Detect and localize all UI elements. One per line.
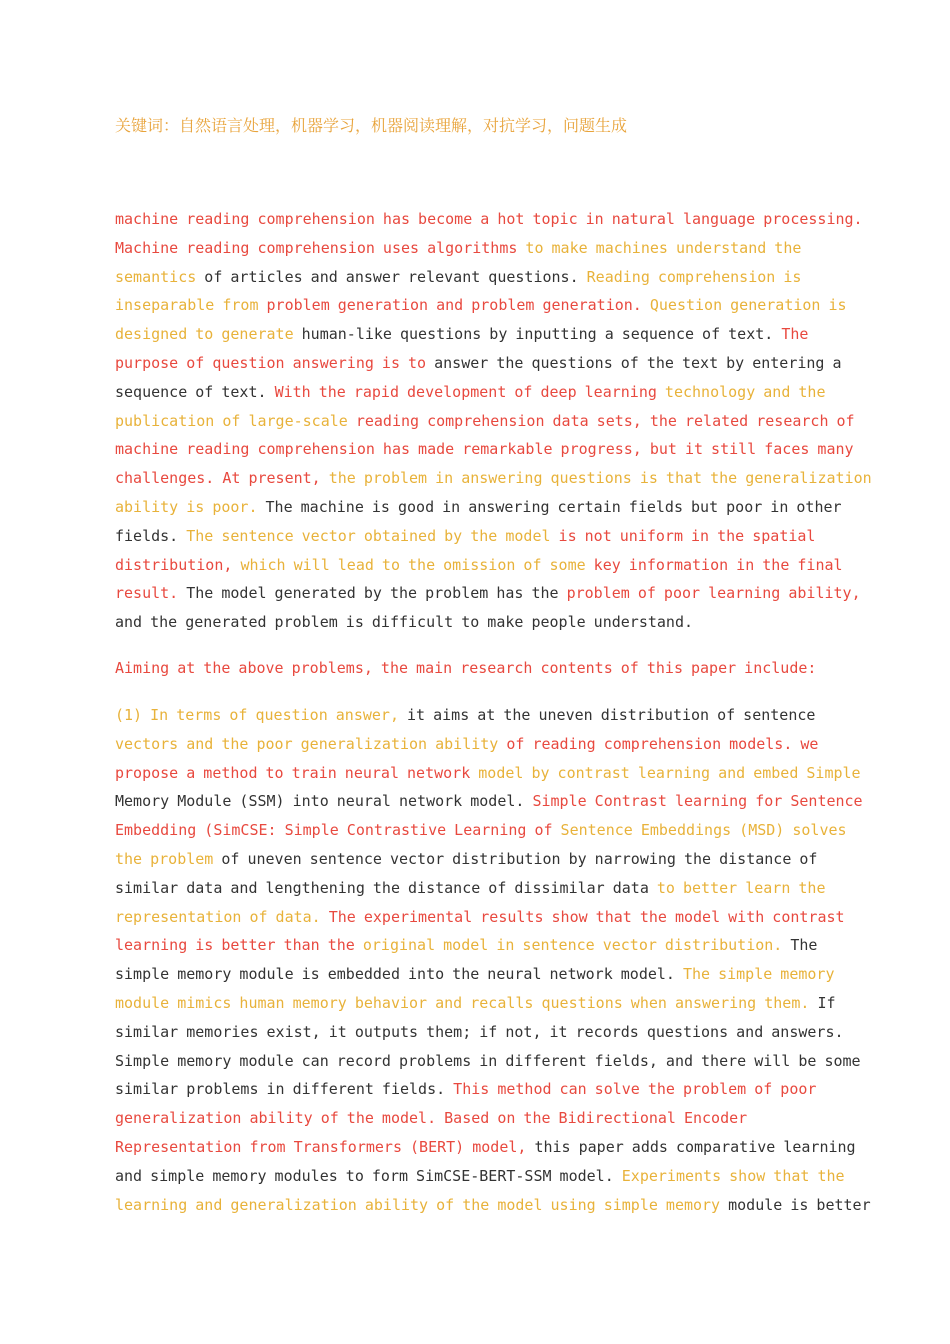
dark-highlight-segment: module is better bbox=[728, 1195, 871, 1214]
text-line bbox=[115, 608, 831, 637]
dark-highlight-segment: of uneven sentence vector distribution by narrowing the distance of bbox=[221, 849, 818, 868]
text-line bbox=[115, 205, 863, 234]
yellow-highlight-segment: the problem bbox=[115, 849, 222, 868]
red-highlight-segment: key information in the final bbox=[593, 555, 843, 574]
yellow-highlight-segment: The simple memory bbox=[682, 965, 835, 984]
red-highlight-segment: The experimental results show that the model with contrast bbox=[328, 907, 845, 926]
text-line bbox=[115, 903, 845, 932]
red-highlight-segment: reading comprehension data sets, the related research of bbox=[355, 411, 855, 430]
aim-paragraph bbox=[115, 654, 831, 683]
text-line bbox=[115, 320, 831, 349]
keywords-line: 关键词：自然语言处理，机器学习，机器阅读理解，对抗学习，问题生成 bbox=[115, 116, 628, 135]
yellow-highlight-segment: to better learn the bbox=[656, 878, 826, 897]
yellow-highlight-segment: which will lead to the omission of some bbox=[240, 555, 594, 574]
red-highlight-segment: machine reading comprehension has become a hot topic in natural language processing. bbox=[115, 210, 863, 228]
yellow-highlight-segment: The sentence vector obtained by the model bbox=[186, 526, 559, 545]
dark-highlight-segment: and the generated problem is difficult to make people understand. bbox=[115, 613, 693, 632]
text-line bbox=[115, 1104, 831, 1133]
text-line bbox=[115, 654, 831, 683]
text-line bbox=[115, 493, 842, 522]
dark-highlight-segment: similar data and lengthening the distance of dissimilar data bbox=[115, 878, 657, 897]
point-1-paragraph bbox=[115, 701, 871, 1219]
text-line bbox=[115, 1133, 856, 1162]
dark-highlight-segment: answer the questions of the text by entering a bbox=[434, 353, 842, 372]
red-highlight-segment: problem of poor learning ability, bbox=[566, 584, 861, 603]
text-line bbox=[115, 234, 831, 263]
text-line bbox=[115, 551, 843, 580]
red-highlight-segment: This method can solve the problem of poor bbox=[453, 1080, 817, 1099]
red-highlight-segment: Machine reading comprehension uses algorithms bbox=[115, 238, 526, 257]
red-highlight-segment: problem generation and problem generation. bbox=[266, 296, 650, 315]
text-line bbox=[115, 407, 855, 436]
text-line bbox=[115, 349, 842, 378]
text-line bbox=[115, 759, 861, 788]
yellow-highlight-segment: original model in sentence vector distribution. bbox=[362, 936, 791, 955]
yellow-highlight-segment: module mimics human memory behavior and recalls questions when answering them. bbox=[115, 993, 818, 1012]
text-line bbox=[115, 730, 831, 759]
yellow-highlight-segment: inseparable from bbox=[115, 296, 267, 315]
red-highlight-segment: propose a method to train neural network bbox=[115, 763, 479, 782]
red-highlight-segment: learning is better than the bbox=[115, 936, 363, 955]
dark-highlight-segment: and simple memory modules to form SimCSE-BERT-SSM model. bbox=[115, 1166, 622, 1185]
dark-highlight-segment: The bbox=[790, 936, 818, 955]
yellow-highlight-segment: publication of large-scale bbox=[115, 411, 356, 430]
dark-highlight-segment: fields. bbox=[115, 526, 187, 545]
yellow-highlight-segment: representation of data. bbox=[115, 907, 329, 926]
text-line bbox=[115, 787, 863, 816]
red-highlight-segment: Embedding (SimCSE: Simple Contrastive Learning of bbox=[115, 821, 561, 840]
text-line bbox=[115, 291, 847, 320]
yellow-highlight-segment: designed to generate bbox=[115, 325, 302, 344]
text-line bbox=[115, 522, 831, 551]
text-line bbox=[115, 263, 831, 292]
dark-highlight-segment: The model generated by the problem has the bbox=[186, 584, 567, 603]
yellow-highlight-segment: ability is poor. bbox=[115, 497, 266, 516]
red-highlight-segment: Simple Contrast learning for Sentence bbox=[532, 792, 863, 811]
text-line bbox=[115, 701, 831, 730]
red-highlight-segment: Representation from Transformers (BERT) model, bbox=[115, 1137, 535, 1156]
text-line bbox=[115, 1191, 871, 1220]
text-line bbox=[115, 1018, 844, 1047]
dark-highlight-segment: this paper adds comparative learning bbox=[534, 1137, 856, 1156]
dark-highlight-segment: The machine is good in answering certain fields but poor in other bbox=[265, 497, 842, 516]
yellow-highlight-segment: technology and the bbox=[664, 382, 826, 401]
dark-highlight-segment: similar memories exist, it outputs them; if not, it records questions and answers. bbox=[115, 1022, 844, 1041]
text-line bbox=[115, 435, 854, 464]
text-line bbox=[115, 989, 836, 1018]
yellow-highlight-segment: (1) In terms of question answer, bbox=[115, 706, 408, 724]
red-highlight-segment: is not uniform in the spatial bbox=[558, 526, 816, 545]
dark-highlight-segment: of articles and answer relevant questions. bbox=[196, 267, 587, 286]
text-line bbox=[115, 931, 831, 960]
text-line bbox=[115, 816, 847, 845]
red-highlight-segment: result. bbox=[115, 584, 187, 603]
text-line bbox=[115, 1047, 861, 1076]
red-highlight-segment: The bbox=[781, 325, 809, 344]
text-line bbox=[115, 464, 872, 493]
red-highlight-segment: of reading comprehension models. we bbox=[506, 734, 819, 753]
text-line bbox=[115, 378, 831, 407]
yellow-highlight-segment: semantics bbox=[115, 267, 197, 286]
yellow-highlight-segment: the problem in answering questions is that the generalization bbox=[328, 469, 872, 488]
red-highlight-segment: Aiming at the above problems, the main research contents of this paper include: bbox=[115, 659, 817, 677]
red-highlight-segment: distribution, bbox=[115, 555, 241, 574]
text-line bbox=[115, 1075, 831, 1104]
red-highlight-segment: With the rapid development of deep learning bbox=[274, 382, 665, 401]
text-line bbox=[115, 845, 831, 874]
yellow-highlight-segment: model by contrast learning and embed Simple bbox=[478, 763, 861, 782]
red-highlight-segment: generalization ability of the model. Based on the Bidirectional Encoder bbox=[115, 1109, 748, 1128]
yellow-highlight-segment: Sentence Embeddings (MSD) solves bbox=[560, 821, 847, 840]
abstract-paragraph bbox=[115, 205, 872, 637]
yellow-highlight-segment: Reading comprehension is bbox=[586, 267, 802, 286]
dark-highlight-segment: similar problems in different fields. bbox=[115, 1080, 454, 1099]
dark-highlight-segment: sequence of text. bbox=[115, 382, 275, 401]
yellow-highlight-segment: vectors and the poor generalization ability bbox=[115, 734, 507, 753]
yellow-highlight-segment: learning and generalization ability of the model using simple memory bbox=[115, 1195, 729, 1214]
dark-highlight-segment: Memory Module (SSM) into neural network model. bbox=[115, 792, 533, 811]
dark-highlight-segment: human-like questions by inputting a sequence of text. bbox=[301, 325, 782, 344]
text-line bbox=[115, 1162, 845, 1191]
dark-highlight-segment: it aims at the uneven distribution of sentence bbox=[407, 706, 816, 724]
yellow-highlight-segment: to make machines understand the bbox=[525, 238, 802, 257]
red-highlight-segment: challenges. At present, bbox=[115, 469, 329, 488]
dark-highlight-segment: If bbox=[817, 993, 836, 1012]
dark-highlight-segment: simple memory module is embedded into the neural network model. bbox=[115, 965, 683, 984]
text-line bbox=[115, 874, 831, 903]
yellow-highlight-segment: Question generation is bbox=[649, 296, 847, 315]
red-highlight-segment: purpose of question answering is to bbox=[115, 353, 435, 372]
red-highlight-segment: machine reading comprehension has made remarkable progress, but it still faces many bbox=[115, 440, 854, 459]
yellow-highlight-segment: Experiments show that the bbox=[621, 1166, 845, 1185]
dark-highlight-segment: Simple memory module can record problems in different fields, and there will be some bbox=[115, 1051, 861, 1070]
text-line bbox=[115, 579, 861, 608]
text-line bbox=[115, 960, 835, 989]
